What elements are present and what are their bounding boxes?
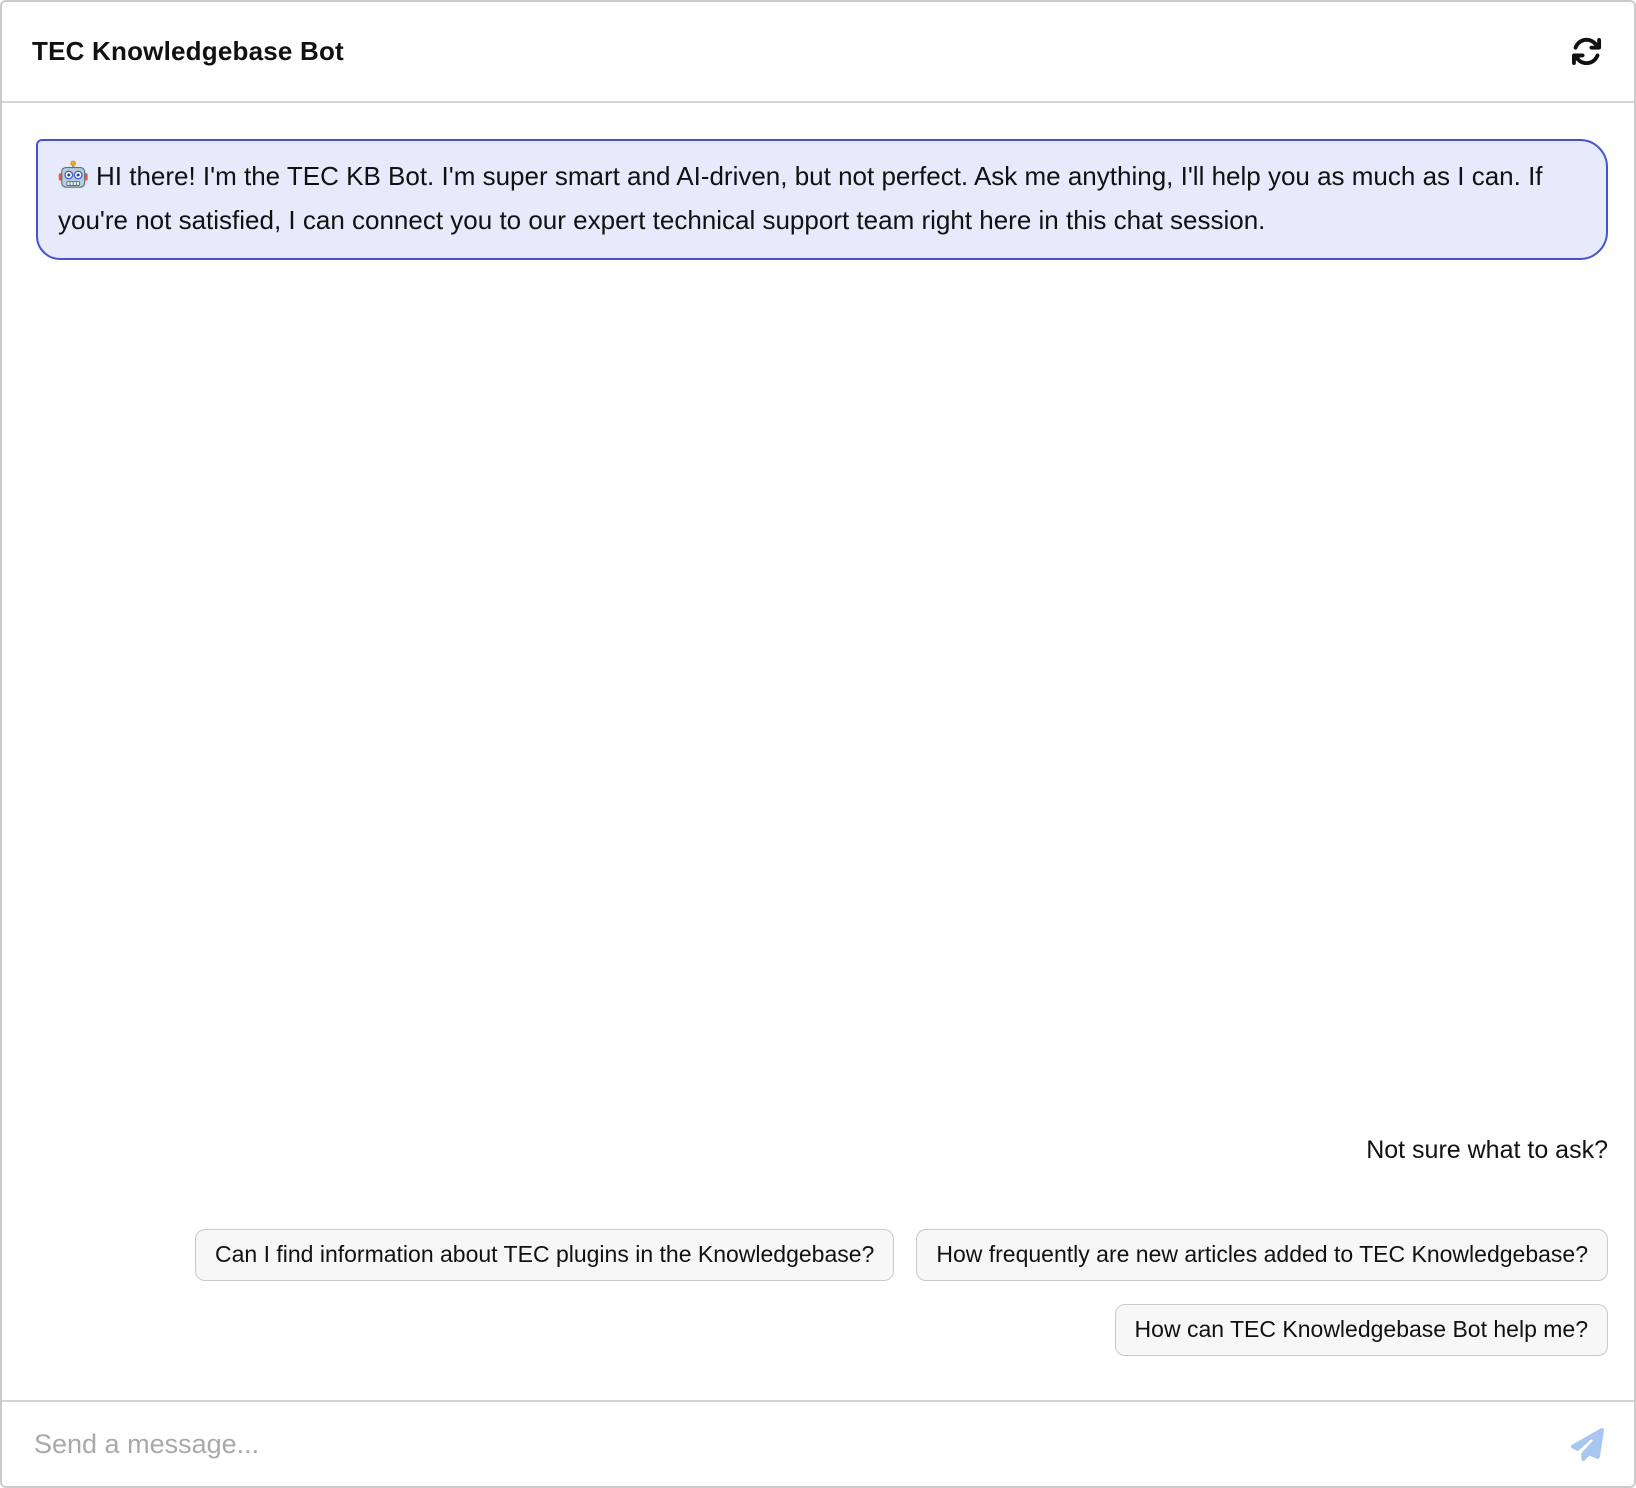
send-icon bbox=[1571, 1428, 1604, 1461]
bot-message-bubble bbox=[36, 139, 1608, 260]
suggestion-button-tec-plugins[interactable]: Can I find information about TEC plugins in the Knowledgebase? bbox=[195, 1229, 894, 1281]
page-title: TEC Knowledgebase Bot bbox=[32, 36, 344, 66]
robot-emoji-icon bbox=[58, 160, 88, 201]
bot-message-text: HI there! I'm the TEC KB Bot. I'm super smart and AI-driven, but not perfect. Ask me anything, I'll help you as much as I can. If you're not satisfied, I can connect you to our expert technical support team right here in this chat session. bbox=[58, 161, 1543, 235]
suggestions-prompt-label: Not sure what to ask? bbox=[1366, 1136, 1608, 1164]
refresh-icon bbox=[1572, 36, 1603, 67]
send-button[interactable] bbox=[1568, 1425, 1606, 1463]
header bbox=[2, 2, 1634, 103]
refresh-button[interactable] bbox=[1570, 35, 1604, 69]
suggestion-buttons-row bbox=[36, 1229, 1608, 1356]
suggestion-button-how-can-help[interactable]: How can TEC Knowledgebase Bot help me? bbox=[1115, 1304, 1608, 1356]
message-composer bbox=[2, 1400, 1634, 1486]
suggestion-button-article-frequency[interactable]: How frequently are new articles added to TEC Knowledgebase? bbox=[916, 1229, 1608, 1281]
message-input[interactable] bbox=[32, 1428, 1548, 1461]
chat-area bbox=[2, 103, 1634, 1400]
chat-spacer bbox=[36, 260, 1608, 1136]
